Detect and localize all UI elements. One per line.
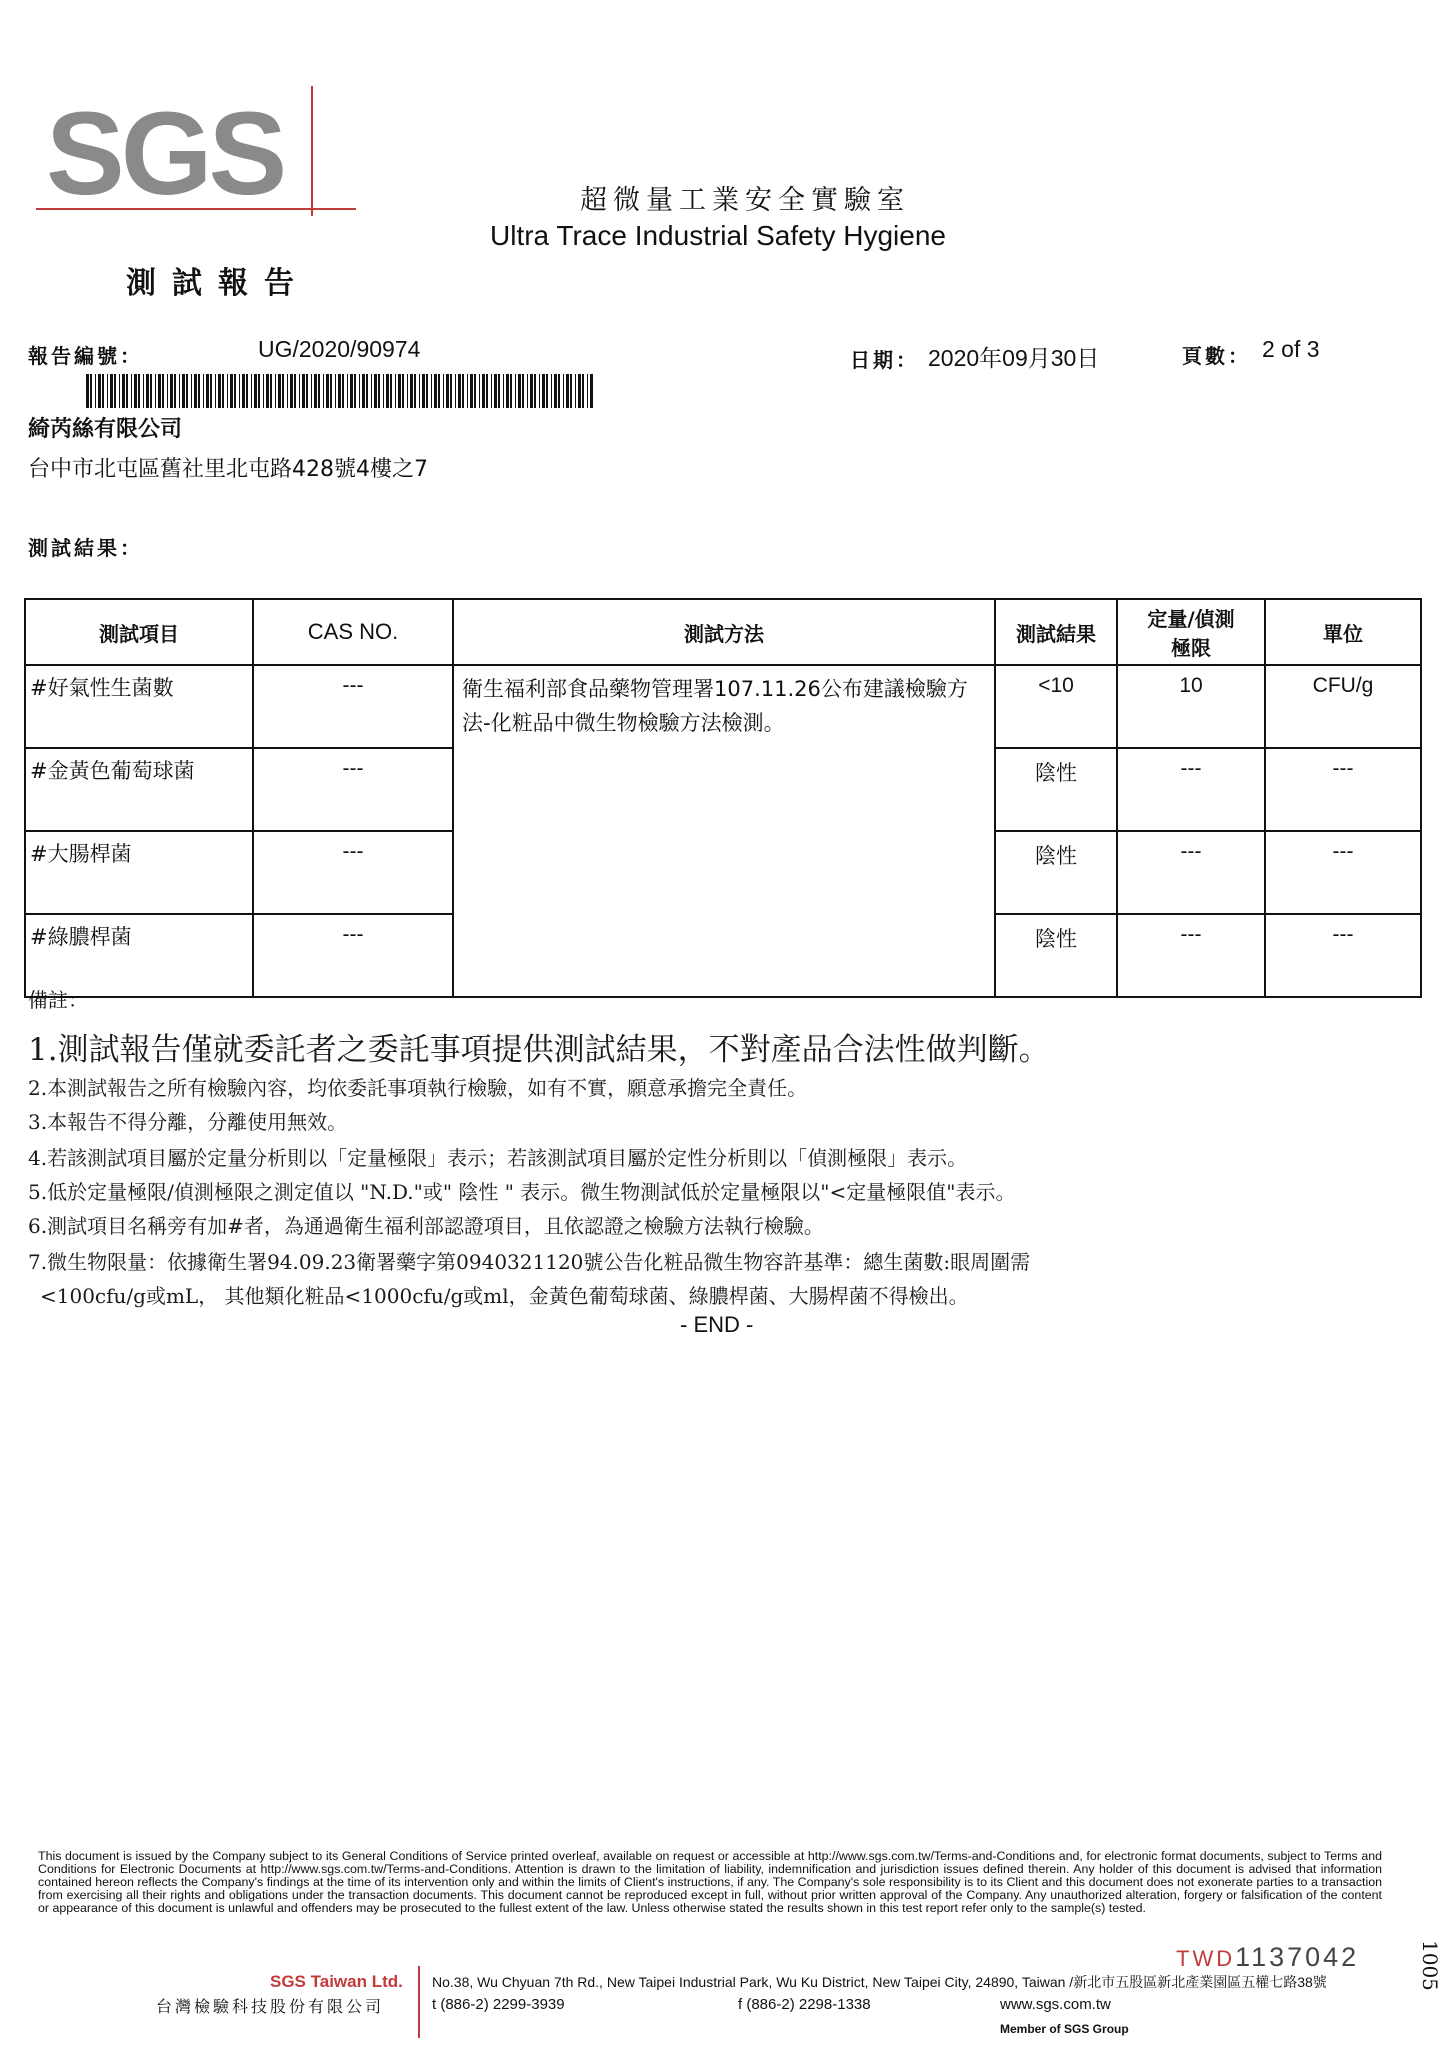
barcode-bar [203, 374, 204, 408]
barcode-bar [198, 374, 200, 408]
row-limit: 10 [1117, 665, 1265, 748]
lab-name-zh: 超微量工業安全實驗室 [580, 185, 910, 216]
sgs-logo [36, 86, 356, 216]
barcode-bar [167, 374, 168, 408]
row-unit: CFU/g [1265, 665, 1421, 748]
barcode-bar [551, 374, 552, 408]
barcode-bar [578, 374, 581, 408]
serial-prefix: TWD [1176, 1946, 1236, 1971]
barcode-bar [539, 374, 540, 408]
serial-number [1176, 1942, 1359, 1973]
barcode-bar [510, 374, 512, 408]
barcode-bar [378, 374, 380, 408]
barcode-bar [318, 374, 320, 408]
row-item: #金黃色葡萄球菌 [25, 748, 253, 831]
barcode-bar [522, 374, 524, 408]
barcode-bar [302, 374, 305, 408]
sgs-logo-text: SGS [46, 88, 284, 216]
header-limit-line2: 極限 [1171, 636, 1211, 660]
barcode-bar [114, 374, 116, 408]
company-phone: t (886-2) 2299-3939 [432, 1996, 565, 2013]
header-item: 測試項目 [25, 599, 253, 665]
barcode-bar [299, 374, 300, 408]
barcode-bar [570, 374, 572, 408]
barcode-bar [194, 374, 197, 408]
barcode-bar [311, 374, 312, 408]
row-cas: --- [253, 831, 453, 914]
barcode-bar [242, 374, 245, 408]
barcode-bar [467, 374, 468, 408]
barcode-bar [398, 374, 401, 408]
barcode [86, 374, 598, 408]
end-marker: - END - [680, 1312, 754, 1337]
lab-name-en: Ultra Trace Industrial Safety Hygiene [490, 220, 946, 251]
barcode-bar [534, 374, 536, 408]
barcode-bar [566, 374, 569, 408]
barcode-bar [102, 374, 104, 408]
row-result: 陰性 [995, 914, 1117, 997]
barcode-bar [374, 374, 377, 408]
barcode-bar [554, 374, 557, 408]
barcode-bar [314, 374, 317, 408]
barcode-bar [462, 374, 464, 408]
barcode-bar [590, 374, 593, 408]
row-item: #大腸桿菌 [25, 831, 253, 914]
barcode-bar [458, 374, 461, 408]
barcode-bar [98, 374, 101, 408]
table-header-row [25, 599, 1421, 665]
barcode-bar [482, 374, 485, 408]
barcode-bar [290, 374, 293, 408]
barcode-bar [434, 374, 437, 408]
barcode-bar [218, 374, 221, 408]
barcode-bar [455, 374, 456, 408]
report-no-label: 報告編號： [28, 344, 143, 368]
barcode-bar [362, 374, 365, 408]
company-fax: f (886-2) 2298-1338 [738, 1996, 871, 2013]
side-number: 1005 [1418, 1940, 1442, 1991]
barcode-bar [239, 374, 240, 408]
date-label: 日期： [850, 348, 919, 372]
barcode-bar [131, 374, 132, 408]
note-2: 2.本測試報告之所有檢驗內容，均依委託事項執行檢驗，如有不實，願意承擔完全責任。 [28, 1076, 808, 1100]
barcode-bar [410, 374, 413, 408]
barcode-bar [587, 374, 588, 408]
barcode-bar [122, 374, 125, 408]
barcode-bar [278, 374, 281, 408]
company-website: www.sgs.com.tw [1000, 1996, 1111, 2013]
row-cas: --- [253, 914, 453, 997]
company-name-zh: 台灣檢驗科技股份有限公司 [156, 1997, 385, 2016]
barcode-bar [138, 374, 140, 408]
barcode-bar [86, 374, 89, 408]
note-7: 7.微生物限量：依據衛生署94.09.23衛署藥字第0940321120號公告化粧品微生物容許基準：總生菌數:眼周圍需 [28, 1250, 1031, 1274]
barcode-bar [326, 374, 329, 408]
barcode-bar [90, 374, 92, 408]
barcode-bar [582, 374, 584, 408]
barcode-bar [162, 374, 164, 408]
barcode-bar [431, 374, 432, 408]
barcode-bar [530, 374, 533, 408]
barcode-bar [486, 374, 488, 408]
barcode-bar [191, 374, 192, 408]
barcode-bar [506, 374, 509, 408]
barcode-bar [275, 374, 276, 408]
barcode-bar [222, 374, 224, 408]
note-6: 6.測試項目名稱旁有加#者，為通過衛生福利部認證項目，且依認證之檢驗方法執行檢驗。 [28, 1214, 824, 1238]
barcode-bar [107, 374, 108, 408]
disclaimer-text: This document is issued by the Company subject to its General Conditions of Service printed overleaf, available on request or accessible at http://www.sgs.com.tw/Terms-and-Conditions and, for electronic format documents, subject to Terms and Conditions for Electronic Documents at http://www.sgs.com.tw/Terms-and-Conditions. Attention is drawn to the limitation of liability, indemnification and jurisdiction issues defined therein. Any holder of this document is advised that information contained hereon reflects the Company's findings at the time of its intervention only and within the limits of Client's instructions, if any. The Company's sole responsibility is to its Client and this document does not exonerate parties to a transaction from exercising all their rights and obligations under the transaction documents. This document cannot be reproduced except in full, without prior written approval of the Company. Any unauthorized alteration, forgery or falsification of the content or appearance of this document is unlawful and offenders may be prosecuted to the fullest extent of the law. Unless otherwise stated the results shown in this test report refer only to the sample(s) tested. [38, 1849, 1382, 1915]
barcode-bar [546, 374, 548, 408]
barcode-bar [263, 374, 264, 408]
member-of-group: Member of SGS Group [1000, 2022, 1129, 2036]
barcode-bar [450, 374, 452, 408]
row-item: #好氣性生菌數 [25, 665, 253, 748]
company-address: No.38, Wu Chyuan 7th Rd., New Taipei Industrial Park, Wu Ku District, New Taipei City, 24890, Taiwan /新北市五股區新北產業園區五權七路38號 [432, 1974, 1327, 1990]
company-name-en: SGS Taiwan Ltd. [270, 1972, 403, 1991]
barcode-bar [527, 374, 528, 408]
barcode-bar [347, 374, 348, 408]
barcode-bar [110, 374, 113, 408]
barcode-bar [210, 374, 212, 408]
barcode-bar [383, 374, 384, 408]
barcode-bar [338, 374, 341, 408]
barcode-bar [419, 374, 420, 408]
notes-label: 備註： [28, 988, 88, 1012]
header-method: 測試方法 [453, 599, 995, 665]
barcode-bar [354, 374, 356, 408]
results-label: 測試結果： [28, 536, 143, 560]
client-name: 綺芮絲有限公司 [28, 417, 183, 442]
barcode-bar [146, 374, 149, 408]
barcode-bar [407, 374, 408, 408]
barcode-bar [182, 374, 185, 408]
row-result: <10 [995, 665, 1117, 748]
row-unit: --- [1265, 831, 1421, 914]
barcode-bar [390, 374, 392, 408]
row-cas: --- [253, 748, 453, 831]
barcode-bar [134, 374, 137, 408]
barcode-bar [438, 374, 440, 408]
barcode-bar [386, 374, 389, 408]
row-item: #綠膿桿菌 [25, 914, 253, 997]
note-5: 5.低於定量極限/偵測極限之測定值以 "N.D."或" 陰性 " 表示。微生物測試低於定量極限以"<定量極限值"表示。 [28, 1180, 1016, 1204]
row-unit: --- [1265, 914, 1421, 997]
barcode-bar [323, 374, 324, 408]
row-cas: --- [253, 665, 453, 748]
barcode-bar [503, 374, 504, 408]
barcode-bar [270, 374, 272, 408]
barcode-bar [518, 374, 521, 408]
barcode-bar [426, 374, 428, 408]
header-limit-line1: 定量/偵測 [1147, 607, 1235, 631]
barcode-bar [215, 374, 216, 408]
row-limit: --- [1117, 748, 1265, 831]
table-row [25, 665, 1421, 748]
row-result: 陰性 [995, 831, 1117, 914]
note-1: 1.測試報告僅就委託者之委託事項提供測試結果，不對產品合法性做判斷。 [28, 1032, 1050, 1068]
barcode-bar [542, 374, 545, 408]
barcode-bar [558, 374, 560, 408]
barcode-bar [479, 374, 480, 408]
barcode-bar [494, 374, 497, 408]
note-3: 3.本報告不得分離，分離使用無效。 [28, 1110, 348, 1134]
row-method: 衛生福利部食品藥物管理署107.11.26公布建議檢驗方法-化粧品中微生物檢驗方法檢測。 [453, 665, 995, 997]
header-unit: 單位 [1265, 599, 1421, 665]
barcode-bar [470, 374, 473, 408]
header-cas: CAS NO. [253, 599, 453, 665]
barcode-bar [158, 374, 161, 408]
barcode-bar [95, 374, 96, 408]
barcode-bar [443, 374, 444, 408]
barcode-bar [246, 374, 248, 408]
barcode-bar [350, 374, 353, 408]
results-table [24, 598, 1422, 998]
page-value: 2 of 3 [1262, 336, 1320, 362]
barcode-bar [186, 374, 188, 408]
note-4: 4.若該測試項目屬於定量分析則以「定量極限」表示；若該測試項目屬於定性分析則以「偵測極限」表示。 [28, 1146, 968, 1170]
barcode-bar [446, 374, 449, 408]
footer-divider [418, 1966, 420, 2038]
report-no-value: UG/2020/90974 [258, 336, 421, 362]
barcode-bar [395, 374, 396, 408]
barcode-bar [119, 374, 120, 408]
date-value: 2020年09月30日 [928, 345, 1100, 371]
barcode-bar [306, 374, 308, 408]
row-unit: --- [1265, 748, 1421, 831]
barcode-bar [366, 374, 368, 408]
barcode-bar [282, 374, 284, 408]
note-7-continued: <100cfu/g或mL， 其他類化粧品<1000cfu/g或ml，金黃色葡萄球菌、綠膿桿菌、大腸桿菌不得檢出。 [40, 1284, 969, 1308]
serial-digits: 1137042 [1235, 1942, 1360, 1972]
barcode-bar [150, 374, 152, 408]
client-address: 台中市北屯區舊社里北屯路428號4樓之7 [28, 457, 428, 482]
barcode-bar [498, 374, 500, 408]
barcode-bar [174, 374, 176, 408]
barcode-bar [227, 374, 228, 408]
barcode-bar [342, 374, 344, 408]
barcode-bar [126, 374, 128, 408]
barcode-bar [491, 374, 492, 408]
barcode-bar [230, 374, 233, 408]
barcode-bar [335, 374, 336, 408]
report-title: 測試報告 [126, 266, 310, 301]
barcode-bar [422, 374, 425, 408]
row-limit: --- [1117, 914, 1265, 997]
row-limit: --- [1117, 831, 1265, 914]
barcode-bar [170, 374, 173, 408]
barcode-bar [359, 374, 360, 408]
barcode-bar [251, 374, 252, 408]
barcode-bar [575, 374, 576, 408]
header-result: 測試結果 [995, 599, 1117, 665]
barcode-bar [330, 374, 332, 408]
barcode-bar [143, 374, 144, 408]
barcode-bar [371, 374, 372, 408]
barcode-bar [266, 374, 269, 408]
row-result: 陰性 [995, 748, 1117, 831]
barcode-bar [474, 374, 476, 408]
barcode-bar [294, 374, 296, 408]
barcode-bar [206, 374, 209, 408]
barcode-graphic [86, 374, 598, 408]
barcode-bar [155, 374, 156, 408]
barcode-bar [234, 374, 236, 408]
barcode-bar [515, 374, 516, 408]
header-limit [1117, 599, 1265, 665]
page-label: 頁數： [1182, 344, 1251, 368]
barcode-bar [179, 374, 180, 408]
sgs-logo-graphic [36, 86, 356, 216]
barcode-bar [258, 374, 260, 408]
barcode-bar [287, 374, 288, 408]
barcode-bar [254, 374, 257, 408]
barcode-bar [402, 374, 404, 408]
barcode-bar [414, 374, 416, 408]
barcode-bar [563, 374, 564, 408]
